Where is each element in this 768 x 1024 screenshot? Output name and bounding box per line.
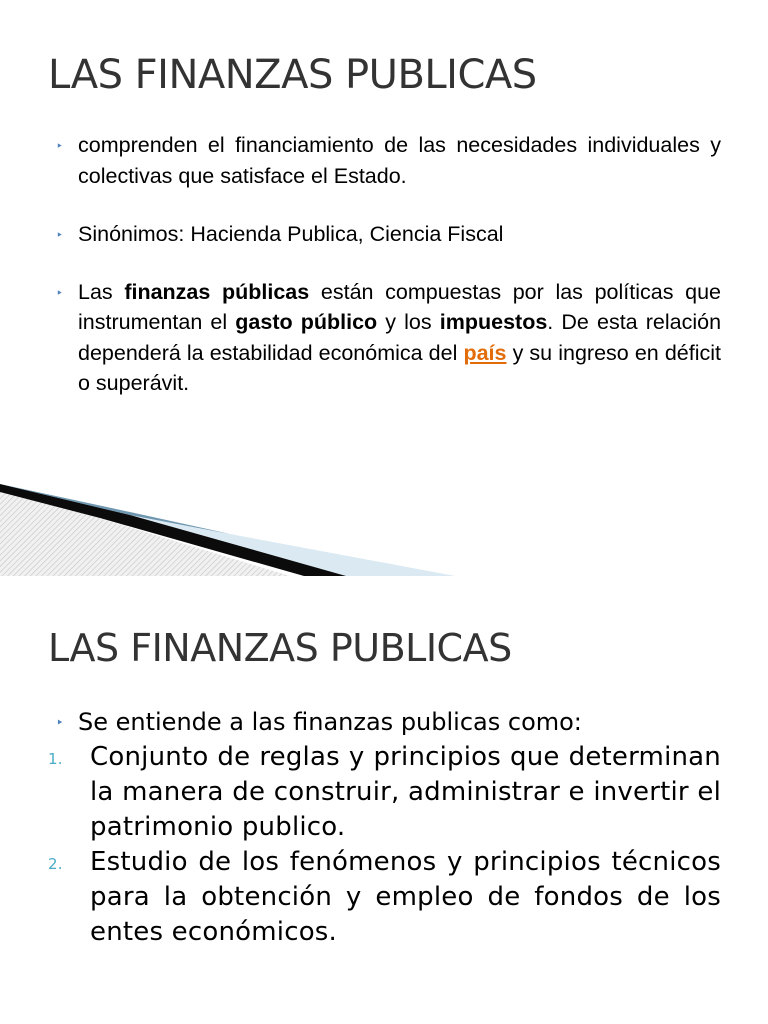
item-text: Estudio de los fenómenos y principios técnicos para la obtención y empleo de fondos de los entes económicos.	[90, 847, 721, 947]
numbered-item	[48, 740, 721, 845]
slide-title: LAS FINANZAS PUBLICAS	[48, 52, 537, 98]
item-number: 2.	[48, 855, 63, 873]
decorative-swoosh	[0, 470, 768, 576]
bold-term-impuestos: impuestos	[439, 310, 548, 334]
bullet-arrow-icon: ‣	[56, 228, 64, 242]
bullet-text: y los	[377, 310, 440, 334]
bullet-arrow-icon: ‣	[56, 285, 64, 300]
intro-bullet	[48, 704, 721, 740]
bullet-text: . De esta relación dependerá la estabilidad económica del	[78, 310, 722, 365]
numbered-item	[48, 845, 721, 950]
slide-2	[0, 576, 768, 1024]
bullet-text: comprenden el financiamiento de las necesidades individuales y colectivas que satisface el Estado.	[78, 133, 721, 188]
item-text: Conjunto de reglas y principios que determinan la manera de construir, administrar e invertir el patrimonio publico.	[90, 742, 721, 842]
bullet-list	[55, 130, 721, 427]
bullet-text: Sinónimos: Hacienda Publica, Ciencia Fiscal	[78, 222, 504, 246]
bold-term-finanzas-publicas: finanzas públicas	[124, 279, 310, 304]
intro-text: Se entiende a las finanzas publicas como:	[78, 708, 582, 736]
bold-term-gasto-publico: gasto público	[235, 310, 378, 334]
bullet-text: Las	[78, 279, 125, 304]
bullet-arrow-icon: ‣	[56, 716, 64, 731]
bullet-item	[55, 277, 721, 399]
definition-list	[48, 704, 721, 950]
slide-title: LAS FINANZAS PUBLICAS	[48, 626, 512, 670]
pais-link[interactable]: país	[463, 340, 507, 365]
bullet-arrow-icon: ‣	[56, 139, 64, 153]
bullet-item	[55, 130, 721, 191]
bullet-text: están compuestas por las políticas que instrumentan el	[78, 279, 721, 334]
item-number: 1.	[48, 750, 63, 768]
bullet-item	[55, 219, 721, 250]
bullet-text: y su ingreso en déficit o superávit.	[78, 340, 721, 395]
